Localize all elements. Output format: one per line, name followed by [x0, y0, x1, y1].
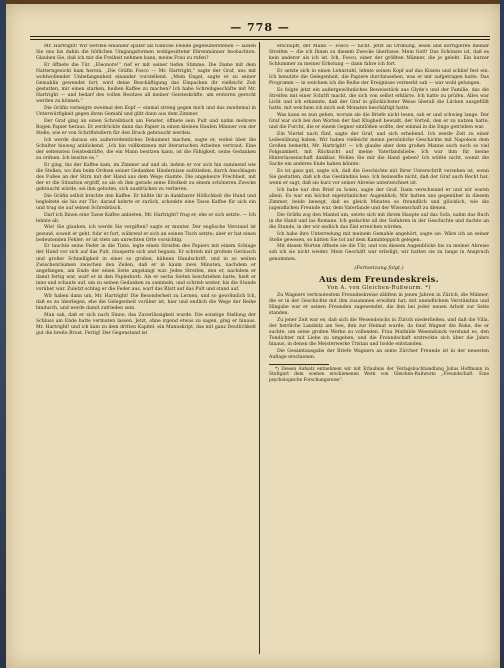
- paragraph: Zu jener Zeit war es, daß sich die Wesendoncks in Zürich niederließen, und daß die Villa, der herrliche Landsitz am See, ihm zur Heimat wurde; da fand Wagner die Ruhe, die er suchte, um seine großen Werke zu vollenden. Frau Mathilde Wesendonck verstand es, den Tondichter mit Liebe zu umgeben, und die Freundschaft erstreckte sich über die Jahre hinaus, in denen die Meisterwerke Tristan und Isolde entstanden.: [269, 317, 489, 348]
- paragraph: Mr. Hartright! Wir werden einander später als tödliche Feinde gegenüberstehen — lassen Sie uns bis dahin die höflichen Umgangsformen wohlgesitteter Ehrenmänner beobachten. Glauben Sie, daß ich mir die Freiheit nehmen kann, meine Frau zu rufen?: [36, 44, 256, 62]
- column-divider: [259, 42, 260, 654]
- right-column-text: [269, 44, 489, 263]
- header-rule-thin: [30, 39, 490, 40]
- page-number: — 778 —: [230, 21, 290, 34]
- paragraph: Er tauchte seine Feder in die Tinte, legte einen Streifen des Papiers mit einem Schlage der Hand vor sich auf das Pult, räusperte sich und begann. Er schrieb mit großem Geräusch und großer Schnelligkeit in einer so großen, kühnen Handschrift, und in so weiten Zwischenräumen zwischen den Zeilen, daß er in kaum zwei Minuten, nachdem er angefangen, am Ende der einen Seite angelangt war. Jedes Streifen, den er, nachdem er damit fertig war, warf er in den Papierkorb. Als er sechs Seiten beschrieben hatte, hielt er inne und schaute auf, um zu seinen Gedanken zu sammeln, und schrieb weiter, bis die Stunde vorüber war. Zuletzt schlug er die Feder aus, warf das Blatt auf das Pult und stand auf.: [36, 244, 256, 292]
- page-edge-right: [500, 0, 504, 668]
- header-rule: [30, 36, 490, 37]
- paragraph: erschöpft; der Mann — Fosco — nicht. Jetzt an Ordnung, lesen und korrigieren meiner Streifen — die ich Ihnen zu diesem Zwecke überlasse. Mein Gott! Das Schönste ist, daß es kein anderer als ich ist. Ich, Fosco, einer der größten Männer, die je gelebt. Ein kurzer Schlummer zu meiner Erholung — dann fahre ich fort.: [269, 44, 489, 68]
- footnote-rule: [269, 364, 329, 365]
- paragraph: Es folgte jetzt ein außergewöhnliches Beweisstück aus Glyde's und der Familie, das die Streifen mit einer Schrift macht, die sich von selbst erklärte. Ich hatte zu prüfen. Alles war Licht und ich erkannte, daß der Graf in glücklichster Weise überall die Lücken ausgefüllt hatte, mit welchem ich mich seit Monaten beschäftigt hatte.: [269, 87, 489, 112]
- paragraph: Die Gräfin verneigte zweimal den Kopf — einmal streng gegen mich und das zweitemal in Unterwürfigkeit gegen ihren Gemahl und glitt dann aus dem Zimmer.: [36, 106, 256, 118]
- paragraph: Ich werde daraus ein außerordentliches Dokument machen, sagte er, wobei über die Schulter hinweg anblickend. „Ich bin vollkommen mit literarischen Arbeiten vertraut. Eine der seltensten Geisteskräfte, die ein Mann besitzen kann, ist die Fähigkeit, seine Gedanken zu ordnen. Ich besitze es.“: [36, 137, 256, 162]
- paragraph: Die Gesamtausgabe der Briefe Wagners an seine Zürcher Freunde ist in der neuesten Auflage erschienen.: [269, 348, 489, 360]
- page-header: [30, 12, 490, 42]
- footnote: *) Diesen Aufsatz entnehmen wir mit Erlaubnis der Verlagsbuchhandlung Julius Hoffmann in Stuttgart dem soeben erschienenen Werk von Gleichen-Rußwurm „Freundschaft. Eine psychologische Forschungsreise“.: [269, 366, 489, 384]
- paragraph: Man sah, daß er sich nach Sinne, das Zuverlässigkeit wurde. Die sonstige Stellung der Schluss am Ende hatte vermuten lassen. Jetzt, ohne irgend etwas zu sagen, ging er hinaus. Mr. Hartright! und ich kam zu dem dritten Kapitel, ein Manuskript, das mit ganz Deutlichkeit gut die breite Brust. Fertig! Der Gegenstand ist: [36, 312, 256, 336]
- paragraph: Mit diesen Worten öffnete sie die Tür, und von diesem Augenblicke bis zu meiner Abreise sah ich sie nicht wieder. Mein Geschäft war erledigt; wir hatten sie zu lange in Anspruch genommen.: [269, 244, 489, 262]
- left-column: [36, 44, 256, 656]
- paragraph: Die Gräfin selbst brachte den Kaffee. Er küßte ihr in dankbarer Höflichkeit die Hand und begleitete sie bis zur Tür; darauf kehrte er zurück, schenkte eine Tasse Kaffee für sich ein und trug sie auf seinen Schreibtisch.: [36, 193, 256, 211]
- paragraph: Ein Viertel nach fünf, sagte der Graf, und sich erhebend. Ich werde Zeit zu einer Leibesübung haben. Wir haben vielleicht meine persönliche Geschichte mit Napoleon dem Großen bemerkt, Mr. Hartright! — ich glaube aber dem großen Manne auch noch so viel Folgsamkeit, mit Rücksicht auf meine Vaterlandsliebe. Ich war ihm für meine Hinterlassenschaft dankbar. Wollen Sie mir die Hand geben? Ich wüßte nicht, womit die Sache ein anderes Ende haben könnte.: [269, 131, 489, 168]
- paragraph: Es ist ganz gut, sagte ich, daß die Geschichte mit Ihrer Unterschrift versehen ist, wenn Sie gestatten, daß ich das Geständnis lese. Ich bezweifle nicht, daß der Graf auch Recht hat, wenn er sagt, daß sie kurz vor seiner Abreise unterzeichnet ist.: [269, 168, 489, 187]
- section-text: [269, 293, 489, 361]
- right-column: [269, 44, 489, 656]
- paragraph: Der Graf ging an einen Schreibtisch am Fenster, öffnete sein Pult und nahm mehrere Bogen Papier heraus. Er zerdrückte dann das Papier in einen kleinen Haufen Männer von der Stelle, wie er von Schriftstellern für den Druck gebraucht werden.: [36, 118, 256, 137]
- paragraph: Die Gräfin zog den Mantel um, setzte sich mit ihrem Haupte auf das Sofa, nahm das Buch in die Hand und las Romane. Ich gedachte all der Gefahren in der Geschichte und dachte an die Stunde, in der wir endlich das Ziel erreichen würden.: [269, 212, 489, 230]
- paragraph: Ich habe ihre Unterredung mit meinem Gemahle angehört, sagte sie. Wäre ich an seiner Stelle gewesen, so hätten Sie tot auf dem Kaminteppich gelegen.: [269, 231, 489, 243]
- paragraph: Er setzte sich in einen Lehnstuhl, lehnte seinen Kopf auf das Kissen und schlief fest ein. Ich benutzte die Gelegenheit, die Papiere durchzusehen, was er mir aufgetragen hatte. Das Programm — in welchem ich die Reihe der Ereignisse vermerkt sah — war wohl gelungen.: [269, 68, 489, 87]
- continuation-note: (Fortsetzung folgt.): [354, 264, 404, 271]
- section-byline: Von A. von Gleichen-Rußwurm. *): [327, 284, 431, 291]
- paragraph: Was kann es nun geben, worum sie die Briefe nicht lesen, sah er und schwieg lange. Der Graf war sich bei den Worten der fast Klugheit bewußt, der Vorteil, den er zu nutzen hatte, und die Furcht, die er einem Gegner einflößen wollte, der einmal in die Enge getrieben war.: [269, 112, 489, 130]
- paragraph: Wie! Sie glauben, ich werde Sie vergiften? sagte er munter. Der englische Verstand ist gesund, soweit er geht, fuhr er fort, während er sich an seinen Tisch setzte; aber er hat einen bedeutenden Fehler: er ist stets am unrechten Orte vorsichtig.: [36, 225, 256, 243]
- document-page: [6, 4, 500, 668]
- section-title: Aus dem Freundeskreis.: [319, 273, 439, 284]
- paragraph: Er ging, bis der Kaffee kam, im Zimmer auf und ab, indem er vor sich hin summend wie die Stellen, wo ihm beim Ordnen seiner Gedanken Hindernisse aufstießen, durch Anschlagen des Fußes an der Stirn mit der Hand aus dem Wege räumte. Die ungeheure Frechheit, mit der er die Situation ergriff, so als ob ihm gerade seine Eitelkeit zu einem schöneren Zwecke gebraucht würde, sei ihm geboten, sich ausdrücken zu verlieren.: [36, 162, 256, 193]
- paragraph: Zu Wagners vertrautestem Freundeskreise zählten in jenen Jahren in Zürich, die Männer, die er in der Geschichte mit ihm zusammen erwähnt hat; mit unendlichem Verständnis und Hingabe war er seinen Freunden zugewendet, die ihm bei jeder neuen Arbeit zur Seite standen.: [269, 292, 489, 317]
- paragraph: Ich habe nur den Brief zu holen, sagte der Graf. Dann verschwand er und wir waren allein. Es war ein höchst eigentümlicher Augenblick; Wir hatten uns gegenüber in diesem Zimmer, beide bewegt, daß es gleich Minuten so freundlich und glücklich, wie die jugendlichen Freunde war, dem Vaterlande und der Wissenschaft zu dienen.: [269, 187, 489, 211]
- paragraph: Er öffnete die Tür. „Eleonore!“ rief er mit seiner tiefen Stimme. Die Dame mit dem Natterngesicht kam herein. „Die Gräfin Fosco — Mr. Hartright,“ sagte der Graf, uns mit wohlwollender Unbefangenheit einander vorstellend. „Mein Engel, sagte er zu seiner Gemahlin gewendet fort, wird deine Beschäftigung das Einpacken dir vielleicht Zeit gestatten, mir einen starken, heißen Kaffee zu machen? Ich habe Schreibgeschäfte mit Mr. Hartright — und bedarf des vollen Besitzes all meiner Geisteskräfte, um ersteren gerecht werden zu können.“: [36, 62, 256, 105]
- paragraph: Wir haben dann um, Mr. Hartright! Die Besonderheit zu Lernen, und so gewöhnlich Ich, daß es zu überlegen, ehe die Gelegenheit vorüber ist, hier und endlich die Wege der Reihe hindurch, und werde damit zufrieden sein.: [36, 293, 256, 311]
- paragraph: Darf ich Ihnen eine Tasse Kaffee anbieten, Mr. Hartright? frug er, ehe er sich setzte. — Ich lehnte ab.: [36, 212, 256, 224]
